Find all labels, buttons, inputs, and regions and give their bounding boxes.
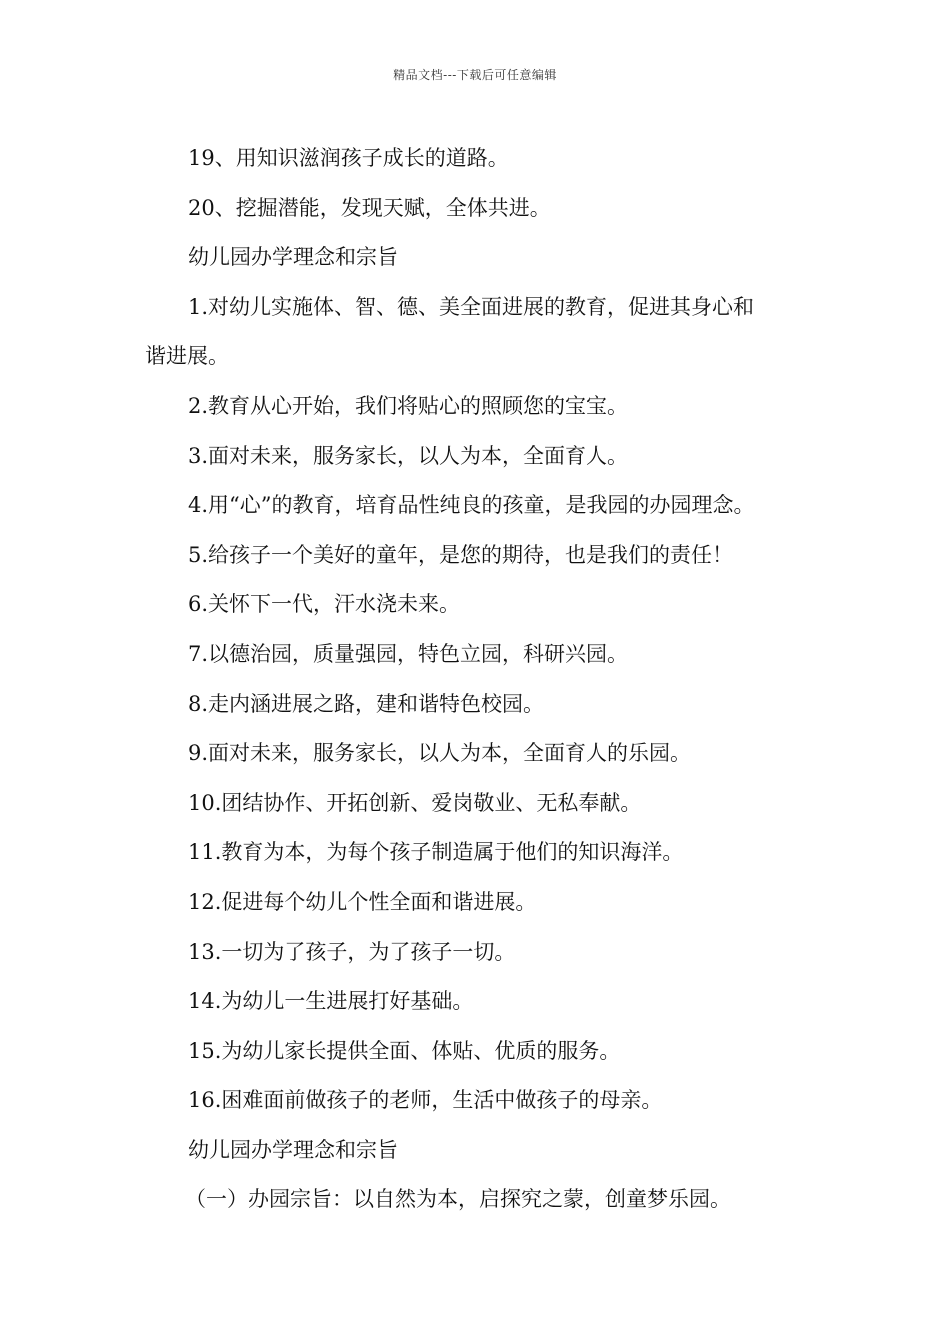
list-item: 19、用知识滋润孩子成长的道路。 — [188, 146, 509, 170]
list-item: 9.面对未来，服务家长，以人为本，全面育人的乐园。 — [188, 741, 692, 766]
list-item: 8.走内涵进展之路，建和谐特色校园。 — [188, 691, 545, 716]
list-item-continuation: 谐进展。 — [145, 344, 229, 369]
section-heading: 幼儿园办学理念和宗旨 — [188, 1137, 398, 1162]
list-item: 12.促进每个幼儿个性全面和谐进展。 — [188, 889, 537, 914]
list-item: 10.团结协作、开拓创新、爱岗敬业、无私奉献。 — [188, 790, 642, 815]
list-item: 16.困难面前做孩子的老师，生活中做孩子的母亲。 — [188, 1088, 663, 1113]
list-item: 4.用“心”的教育，培育品性纯良的孩童，是我园的办园理念。 — [188, 493, 755, 518]
list-item: 11.教育为本，为每个孩子制造属于他们的知识海洋。 — [188, 840, 684, 865]
list-item: 15.为幼儿家长提供全面、体贴、优质的服务。 — [188, 1038, 621, 1063]
list-item: 14.为幼儿一生进展打好基础。 — [188, 989, 474, 1014]
list-item: 7.以德治园，质量强园，特色立园，科研兴园。 — [188, 641, 629, 666]
section-heading: 幼儿园办学理念和宗旨 — [188, 245, 398, 270]
list-item: （一）办园宗旨：以自然为本，启探究之蒙，创童梦乐园。 — [185, 1187, 731, 1212]
list-item: 20、挖掘潜能，发现天赋，全体共进。 — [188, 195, 551, 220]
list-item: 1.对幼儿实施体、智、德、美全面进展的教育，促进其身心和 — [188, 294, 755, 319]
list-item: 6.关怀下一代，汗水浇未来。 — [188, 592, 461, 617]
list-item: 5.给孩子一个美好的童年，是您的期待，也是我们的责任！ — [188, 542, 734, 567]
list-item: 3.面对未来，服务家长，以人为本，全面育人。 — [188, 443, 629, 468]
list-item: 2.教育从心开始，我们将贴心的照顾您的宝宝。 — [188, 393, 629, 418]
list-item: 13.一切为了孩子，为了孩子一切。 — [188, 939, 516, 964]
document-body — [145, 134, 815, 1225]
page-header: 精品文档---下载后可任意编辑 — [393, 68, 557, 82]
